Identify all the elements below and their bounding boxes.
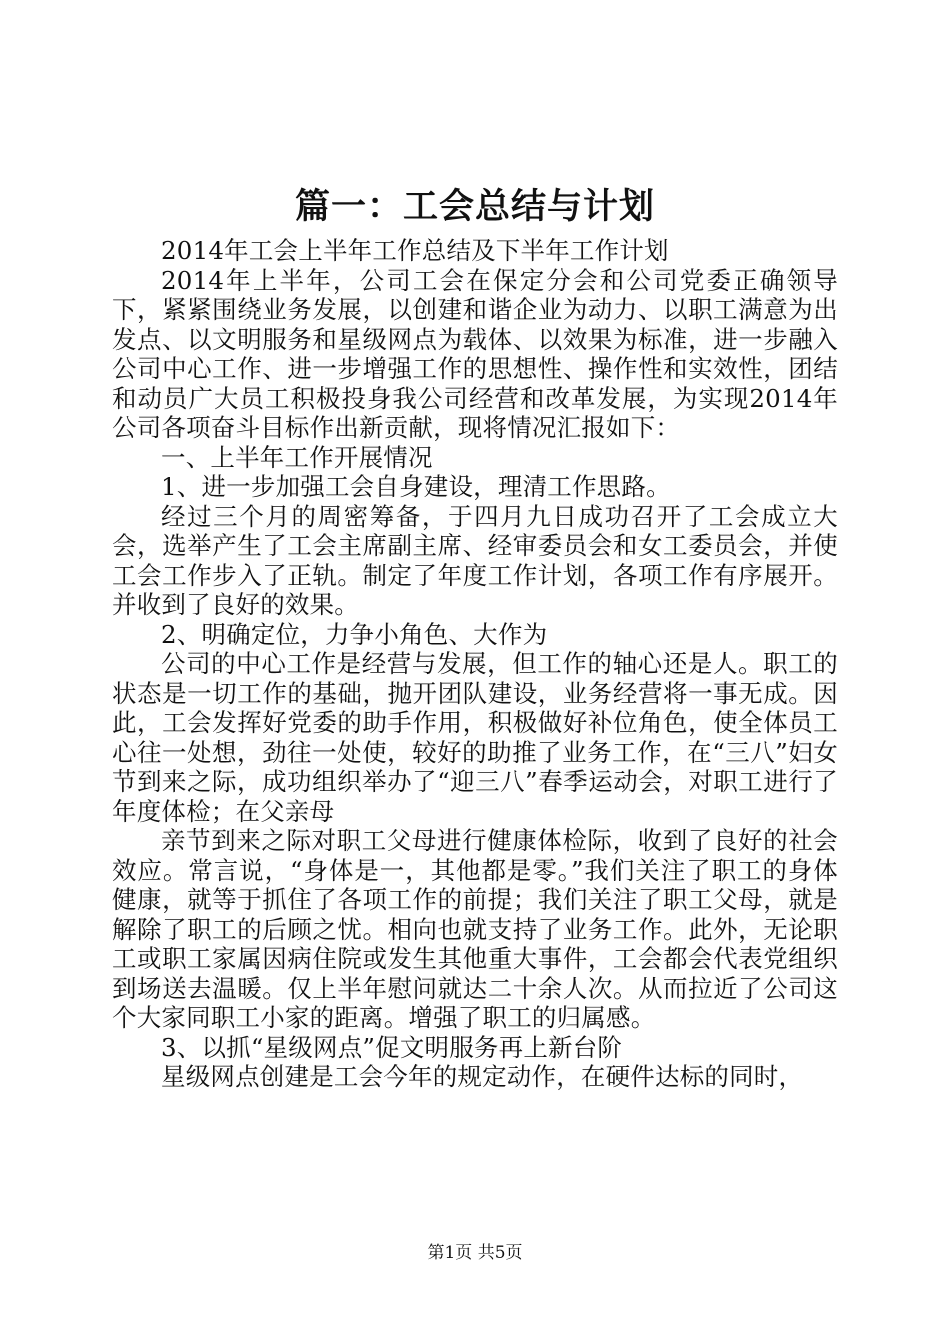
paragraph-2: 公司的中心工作是经营与发展，但工作的轴心还是人。职工的状态是一切工作的基础，抛开团队建设，业务经营将一事无成。因此，工会发挥好党委的助手作用，积极做好补位角色，使全体员工心往一处想，劲往一处使，较好的助推了业务工作，在“三八”妇女节到来之际，成功组织举办了“迎三八”春季运动会，对职工进行了年度体检；在父亲母 [112,649,838,826]
subheading-3: 3、以抓“星级网点”促文明服务再上新台阶 [161,1032,623,1062]
paragraph-4: 星级网点创建是工会今年的规定动作，在硬件达标的同时， [161,1062,804,1091]
document-title: 篇一：工会总结与计划 [294,186,655,227]
paragraph-subtitle: 2014年工会上半年工作总结及下半年工作计划 [161,236,669,265]
section-heading-1: 一、上半年工作开展情况 [161,442,433,472]
subheading-2: 2、明确定位，力争小角色、大作为 [161,619,548,649]
document-body [112,236,838,1092]
paragraph-1: 经过三个月的周密筹备，于四月九日成功召开了工会成立大会，选举产生了工会主席副主席、经审委员会和女工委员会，并使工会工作步入了正轨。制定了年度工作计划，各项工作有序展开。并收到了良好的效果。 [112,501,838,619]
paragraph-intro: 2014年上半年，公司工会在保定分会和公司党委正确领导下，紧紧围绕业务发展，以创建和谐企业为动力、以职工满意为出发点、以文明服务和星级网点为载体、以效果为标准，进一步融入公司中心工作、进一步增强工作的思想性、操作性和实效性，团结和动员广大员工积极投身我公司经营和改革发展，为实现2014年公司各项奋斗目标作出新贡献，现将情况汇报如下： [112,265,838,442]
page-footer: 第1页 共5页 [427,1243,523,1263]
paragraph-3: 亲节到来之际对职工父母进行健康体检际，收到了良好的社会效应。常言说，“身体是一，其他都是零。”我们关注了职工的身体健康，就等于抓住了各项工作的前提；我们关注了职工父母，就是解除了职工的后顾之忧。相向也就支持了业务工作。此外，无论职工或职工家属因病住院或发生其他重大事件，工会都会代表党组织到场送去温暖。仅上半年慰问就达二十余人次。从而拉近了公司这个大家同职工小家的距离。增强了职工的归属感。 [112,826,838,1032]
subheading-1: 1、进一步加强工会自身建设，理清工作思路。 [161,472,671,501]
